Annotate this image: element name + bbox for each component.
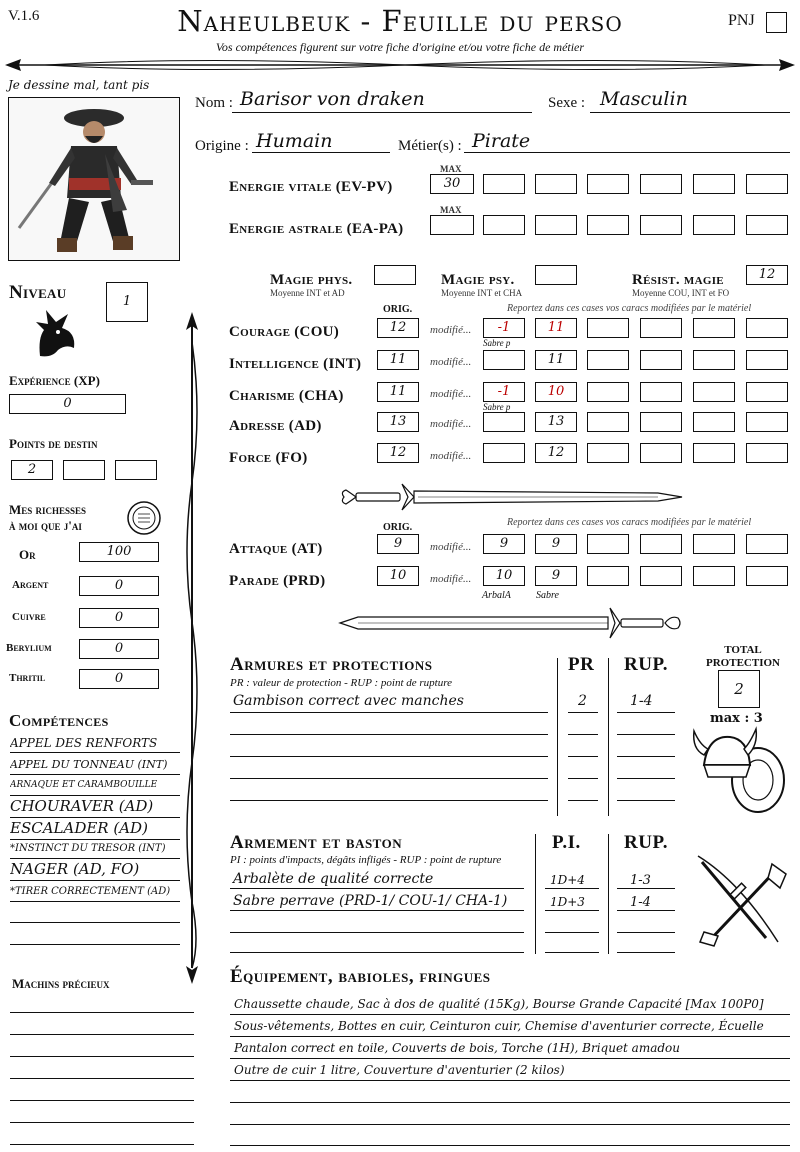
sword-divider xyxy=(338,480,683,514)
adresse-mod-box[interactable] xyxy=(483,412,525,432)
thritil-label: Thritil xyxy=(9,672,46,684)
force-mod-box[interactable] xyxy=(746,443,788,463)
competence-item[interactable]: NAGER (AD, FO) xyxy=(10,860,180,881)
or-label: Or xyxy=(19,547,36,562)
equipement-line[interactable]: Chaussette chaude, Sac à dos de qualité (15Kg), Bourse Grande Capacité [Max 100P0] xyxy=(234,997,764,1011)
attaque-mod-box[interactable]: 9 xyxy=(535,534,577,554)
equipement-title: Équipement, babioles, fringues xyxy=(230,966,491,987)
courage-mod-box[interactable] xyxy=(746,318,788,338)
ev-box[interactable] xyxy=(587,174,629,194)
adresse-label: Adresse (AD) xyxy=(229,418,322,434)
machins-line[interactable] xyxy=(10,1122,194,1123)
armement-note: PI : points d'impacts, dégâts infligés - RUP : point de rupture xyxy=(230,854,502,866)
combat-orig-label: ORIG. xyxy=(383,522,413,533)
resist-magie-box[interactable]: 12 xyxy=(746,265,788,285)
magie-psy-label: Magie psy. xyxy=(441,272,515,288)
intelligence-mod-box[interactable] xyxy=(693,350,735,370)
helmet-shield-icon xyxy=(690,725,790,820)
destin-label: Points de destin xyxy=(9,436,98,451)
coin-icon xyxy=(126,500,162,536)
parade-mod-box[interactable] xyxy=(587,566,629,586)
force-orig-box[interactable]: 12 xyxy=(377,443,419,463)
ea-box[interactable] xyxy=(640,215,682,235)
competence-item[interactable]: CHOURAVER (AD) xyxy=(10,797,180,818)
charisme-mod-box[interactable] xyxy=(693,382,735,402)
magie-phys-label: Magie phys. xyxy=(270,272,353,288)
courage-mod-note: Sabre p xyxy=(483,338,511,348)
attaque-mod-box[interactable] xyxy=(693,534,735,554)
courage-label: Courage (COU) xyxy=(229,324,340,340)
courage-mod-box[interactable] xyxy=(587,318,629,338)
modifie-label: modifié... xyxy=(430,418,472,430)
adresse-mod-box[interactable] xyxy=(640,412,682,432)
charisme-mod-note: Sabre p xyxy=(483,402,511,412)
intelligence-label: Intelligence (INT) xyxy=(229,356,362,372)
courage-mod-box[interactable] xyxy=(693,318,735,338)
parade-orig-box[interactable]: 10 xyxy=(377,566,419,586)
force-label: Force (FO) xyxy=(229,450,308,466)
pnj-label: PNJ xyxy=(728,12,755,29)
ea-max-box[interactable] xyxy=(430,215,474,235)
header-spear-divider xyxy=(5,54,795,76)
argent-label: Argent xyxy=(12,579,49,591)
charisme-mod-box[interactable]: -1 xyxy=(483,382,525,402)
ev-box[interactable] xyxy=(640,174,682,194)
or-box[interactable]: 100 xyxy=(79,542,159,562)
cuivre-box[interactable]: 0 xyxy=(79,608,159,628)
adresse-mod-box[interactable] xyxy=(693,412,735,432)
sexe-field[interactable]: Masculin xyxy=(600,88,688,110)
ea-box[interactable] xyxy=(483,215,525,235)
courage-orig-box[interactable]: 12 xyxy=(377,318,419,338)
adresse-mod-box[interactable] xyxy=(746,412,788,432)
charisme-mod-box[interactable]: 10 xyxy=(535,382,577,402)
berylium-label: Berylium xyxy=(6,642,52,654)
armures-col-pr: PR xyxy=(568,654,595,675)
arme-name[interactable]: Sabre perrave (PRD-1/ COU-1/ CHA-1) xyxy=(233,893,508,909)
destin-box[interactable] xyxy=(63,460,105,480)
intelligence-mod-box[interactable] xyxy=(483,350,525,370)
armure-rup[interactable]: 1-4 xyxy=(630,693,653,709)
attaque-orig-box[interactable]: 9 xyxy=(377,534,419,554)
niveau-box[interactable]: 1 xyxy=(106,282,148,322)
equipement-line[interactable]: Sous-vêtements, Bottes en cuir, Ceinturon cuir, Chemise d'aventurier correcte, Écuelle xyxy=(234,1019,764,1033)
berylium-box[interactable]: 0 xyxy=(79,639,159,659)
xp-label: Expérience (XP) xyxy=(9,373,100,388)
ev-label: Energie vitale (EV-PV) xyxy=(229,179,393,195)
competence-item[interactable]: ARNAQUE ET CARAMBOUILLE xyxy=(10,780,180,796)
intelligence-mod-box[interactable] xyxy=(587,350,629,370)
page-subtitle: Vos compétences figurent sur votre fiche d'origine et/ou votre fiche de métier xyxy=(215,40,585,54)
adresse-mod-box[interactable]: 13 xyxy=(535,412,577,432)
force-mod-box[interactable] xyxy=(693,443,735,463)
ea-box[interactable] xyxy=(535,215,577,235)
caracs-note: Reportez dans ces cases vos caracs modifiées par le matériel xyxy=(507,303,752,314)
armement-col-pi: P.I. xyxy=(552,832,581,853)
xp-box[interactable]: 0 xyxy=(9,394,126,414)
courage-mod-box[interactable]: 11 xyxy=(535,318,577,338)
arme-pi[interactable]: 1D+4 xyxy=(550,873,585,887)
modifie-label: modifié... xyxy=(430,573,472,585)
ev-box[interactable] xyxy=(483,174,525,194)
intelligence-orig-box[interactable]: 11 xyxy=(377,350,419,370)
force-mod-box[interactable]: 12 xyxy=(535,443,577,463)
ea-label: Energie astrale (EA-PA) xyxy=(229,221,404,237)
ev-max-box[interactable]: 30 xyxy=(430,174,474,194)
sexe-label: Sexe : xyxy=(548,95,586,111)
richesses-label-2: à moi que j'ai xyxy=(9,518,82,533)
dragon-head-icon xyxy=(30,304,80,360)
richesses-label-1: Mes richesses xyxy=(9,502,87,517)
modifie-label: modifié... xyxy=(430,450,472,462)
competence-item[interactable]: APPEL DES RENFORTS xyxy=(10,736,180,753)
competence-item[interactable]: *TIRER CORRECTEMENT (AD) xyxy=(10,886,180,902)
pnj-checkbox[interactable] xyxy=(766,12,787,33)
niveau-label: Niveau xyxy=(9,282,67,303)
thritil-box[interactable]: 0 xyxy=(79,669,159,689)
arme-rup[interactable]: 1-3 xyxy=(630,873,651,888)
modifie-label: modifié... xyxy=(430,356,472,368)
machins-label: Machins précieux xyxy=(12,976,110,991)
courage-mod-box[interactable]: -1 xyxy=(483,318,525,338)
ea-box[interactable] xyxy=(693,215,735,235)
metier-field[interactable]: Pirate xyxy=(472,130,531,152)
intelligence-mod-box[interactable]: 11 xyxy=(535,350,577,370)
adresse-mod-box[interactable] xyxy=(587,412,629,432)
charisme-orig-box[interactable]: 11 xyxy=(377,382,419,402)
competence-item[interactable]: *INSTINCT DU TRESOR (INT) xyxy=(10,843,180,859)
version-label: V.1.6 xyxy=(8,8,40,24)
intelligence-mod-box[interactable] xyxy=(746,350,788,370)
courage-mod-box[interactable] xyxy=(640,318,682,338)
charisme-mod-box[interactable] xyxy=(587,382,629,402)
destin-box[interactable]: 2 xyxy=(11,460,53,480)
portrait-caption: Je dessine mal, tant pis xyxy=(8,78,150,92)
equipement-line[interactable]: Outre de cuir 1 litre, Couverture d'aventurier (2 kilos) xyxy=(234,1063,565,1077)
parade-mod-box[interactable] xyxy=(693,566,735,586)
adresse-orig-box[interactable]: 13 xyxy=(377,412,419,432)
parade-mod-box[interactable] xyxy=(640,566,682,586)
attaque-mod-box[interactable] xyxy=(587,534,629,554)
portrait-frame xyxy=(8,97,180,261)
force-mod-box[interactable] xyxy=(587,443,629,463)
arme-name[interactable]: Arbalète de qualité correcte xyxy=(233,871,434,887)
resist-magie-note: Moyenne COU, INT et FO xyxy=(632,288,730,298)
combat-col-note: Sabre xyxy=(536,590,559,601)
armement-title: Armement et baston xyxy=(230,832,403,853)
resist-magie-label: Résist. magie xyxy=(632,272,724,288)
armure-pr[interactable]: 2 xyxy=(578,693,587,709)
machins-line[interactable] xyxy=(10,1144,194,1145)
attaque-mod-box[interactable] xyxy=(746,534,788,554)
attaque-mod-box[interactable]: 9 xyxy=(483,534,525,554)
parade-mod-box[interactable] xyxy=(746,566,788,586)
total-protection-max: max : 3 xyxy=(710,711,763,726)
ev-box[interactable] xyxy=(535,174,577,194)
vertical-spear-divider xyxy=(180,312,204,984)
pirate-portrait-image xyxy=(9,98,179,260)
magie-phys-note: Moyenne INT et AD xyxy=(270,288,345,298)
ev-max-label: MAX xyxy=(440,164,462,174)
parade-mod-box[interactable]: 10 xyxy=(483,566,525,586)
parade-mod-box[interactable]: 9 xyxy=(535,566,577,586)
armement-col-rup: RUP. xyxy=(624,832,669,853)
arme-pi[interactable]: 1D+3 xyxy=(550,895,585,909)
origine-field[interactable]: Humain xyxy=(256,130,333,152)
destin-box[interactable] xyxy=(115,460,157,480)
ev-box[interactable] xyxy=(693,174,735,194)
competence-item[interactable]: APPEL DU TONNEAU (INT) xyxy=(10,758,180,775)
armures-col-rup: RUP. xyxy=(624,654,669,675)
caracs-orig-label: ORIG. xyxy=(383,304,413,315)
modifie-label: modifié... xyxy=(430,388,472,400)
force-mod-box[interactable] xyxy=(640,443,682,463)
intelligence-mod-box[interactable] xyxy=(640,350,682,370)
armures-title: Armures et protections xyxy=(230,654,433,675)
equipement-line[interactable]: Pantalon correct en toile, Couverts de bois, Torche (1H), Briquet amadou xyxy=(234,1041,681,1055)
armure-name[interactable]: Gambison correct avec manches xyxy=(233,693,464,709)
modifie-label: modifié... xyxy=(430,541,472,553)
competence-item[interactable]: ESCALADER (AD) xyxy=(10,819,180,840)
charisme-label: Charisme (CHA) xyxy=(229,388,344,404)
magie-psy-note: Moyenne INT et CHA xyxy=(441,288,523,298)
origine-label: Origine : xyxy=(195,138,249,154)
combat-note: Reportez dans ces cases vos caracs modifiées par le matériel xyxy=(507,517,752,528)
machins-line[interactable] xyxy=(10,1034,194,1035)
competences-label: Compétences xyxy=(9,711,109,730)
page-title: Naheulbeuk - Feuille du perso xyxy=(177,4,623,38)
nom-field[interactable]: Barisor von draken xyxy=(240,88,425,110)
magie-phys-box[interactable] xyxy=(374,265,416,285)
attaque-label: Attaque (AT) xyxy=(229,541,323,557)
machins-line[interactable] xyxy=(10,1078,194,1079)
ea-box[interactable] xyxy=(587,215,629,235)
competence-item[interactable] xyxy=(10,906,180,923)
charisme-mod-box[interactable] xyxy=(746,382,788,402)
arme-rup[interactable]: 1-4 xyxy=(630,895,651,910)
parade-label: Parade (PRD) xyxy=(229,573,326,589)
metier-label: Métier(s) : xyxy=(398,138,462,154)
attaque-mod-box[interactable] xyxy=(640,534,682,554)
crossed-weapons-icon xyxy=(690,852,790,948)
machins-line[interactable] xyxy=(10,1012,194,1013)
force-mod-box[interactable] xyxy=(483,443,525,463)
magie-psy-box[interactable] xyxy=(535,265,577,285)
combat-col-note: ArbalA xyxy=(482,590,511,601)
total-protection-label: TOTAL PROTECTION xyxy=(706,644,780,669)
charisme-mod-box[interactable] xyxy=(640,382,682,402)
machins-line[interactable] xyxy=(10,1056,194,1057)
nom-label: Nom : xyxy=(195,95,233,111)
cuivre-label: Cuivre xyxy=(12,611,46,623)
argent-box[interactable]: 0 xyxy=(79,576,159,596)
total-protection-box[interactable]: 2 xyxy=(718,670,760,708)
modifie-label: modifié... xyxy=(430,324,472,336)
sword-divider xyxy=(338,606,683,640)
machins-line[interactable] xyxy=(10,1100,194,1101)
ea-box[interactable] xyxy=(746,215,788,235)
ev-box[interactable] xyxy=(746,174,788,194)
competence-item[interactable] xyxy=(10,928,180,945)
armures-note: PR : valeur de protection - RUP : point de rupture xyxy=(230,677,452,689)
ea-max-label: MAX xyxy=(440,205,462,215)
